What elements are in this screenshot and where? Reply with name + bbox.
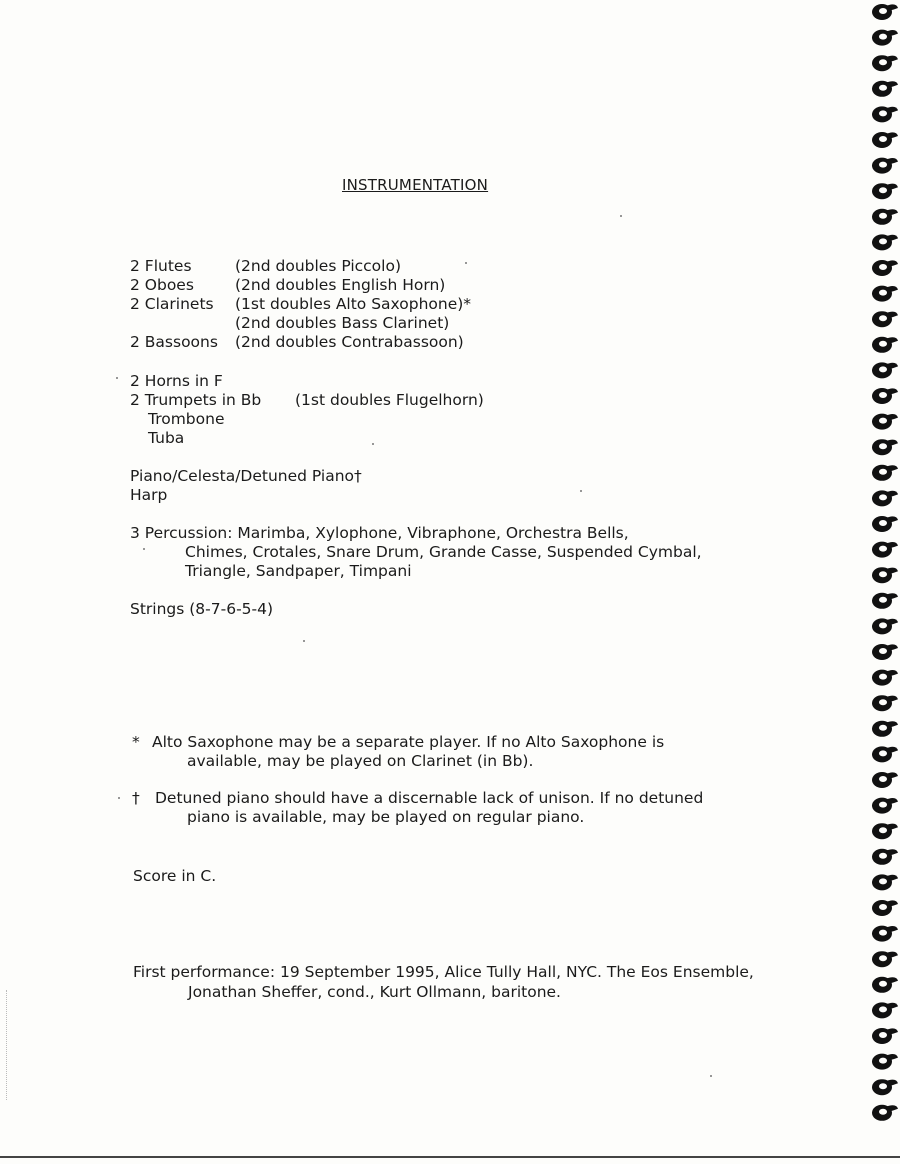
instrument-name: Trombone: [148, 410, 225, 428]
binding-coil: [872, 542, 898, 558]
binding-coil: [872, 234, 898, 250]
instrument-note: (2nd doubles Piccolo): [235, 257, 402, 275]
binding-coil: [872, 746, 898, 762]
binding-coil: [872, 977, 898, 993]
binding-coil: [872, 516, 898, 532]
binding-coil: [872, 388, 898, 404]
instrument-name: Tuba: [148, 429, 185, 447]
binding-coil: [872, 311, 898, 327]
binding-coil: [872, 209, 898, 225]
paper-speck: [303, 640, 305, 642]
instrument-name: 2 Flutes: [130, 257, 192, 275]
instrument-name: 2 Bassoons: [130, 333, 218, 351]
binding-coil: [872, 286, 898, 302]
paper-speck: [465, 262, 467, 264]
scan-edge-marks: [6, 990, 9, 1100]
binding-coil: [872, 593, 898, 609]
binding-coil: [872, 439, 898, 455]
instrument-note: (2nd doubles Contrabassoon): [235, 333, 464, 351]
binding-coil: [872, 362, 898, 378]
instrument-note: (2nd doubles English Horn): [235, 276, 446, 294]
binding-coil: [872, 567, 898, 583]
binding-coil: [872, 260, 898, 276]
binding-coil: [872, 618, 898, 634]
binding-coil: [872, 1028, 898, 1044]
binding-coil: [872, 823, 898, 839]
binding-coil: [872, 106, 898, 122]
instrument-name: 2 Clarinets: [130, 295, 214, 313]
strings-line: Strings (8-7-6-5-4): [130, 600, 274, 618]
paper-speck: [118, 797, 120, 799]
binding-coil: [872, 337, 898, 353]
binding-coil: [872, 81, 898, 97]
score-note: Score in C.: [133, 867, 217, 885]
binding-coil: [872, 721, 898, 737]
binding-coil: [872, 874, 898, 890]
footnote-marker: †: [132, 789, 140, 807]
paper-speck: [580, 490, 582, 492]
footnote-text: piano is available, may be played on regular piano.: [187, 808, 585, 826]
percussion-line-2: Chimes, Crotales, Snare Drum, Grande Casse, Suspended Cymbal,: [185, 543, 702, 561]
keyboard-line: Piano/Celesta/Detuned Piano†: [130, 467, 362, 485]
harp-line: Harp: [130, 486, 168, 504]
binding-coil: [872, 490, 898, 506]
paper-speck: [372, 443, 374, 445]
binding-coil: [872, 1054, 898, 1070]
footnote-text: Detuned piano should have a discernable lack of unison. If no detuned: [155, 789, 704, 807]
binding-coil: [872, 849, 898, 865]
binding-coil: [872, 951, 898, 967]
page-title: INSTRUMENTATION: [342, 176, 489, 194]
instrument-note: (1st doubles Flugelhorn): [295, 391, 484, 409]
binding-coil: [872, 798, 898, 814]
paper-speck: [710, 1075, 712, 1077]
binding-coil: [872, 695, 898, 711]
binding-coil: [872, 183, 898, 199]
binding-coil: [872, 132, 898, 148]
footnote-text: Alto Saxophone may be a separate player. If no Alto Saxophone is: [152, 733, 665, 751]
binding-coil: [872, 644, 898, 660]
binding-coil: [872, 1105, 898, 1121]
paper-speck: [620, 215, 622, 217]
percussion-line-1: 3 Percussion: Marimba, Xylophone, Vibraphone, Orchestra Bells,: [130, 524, 629, 542]
binding-coil: [872, 670, 898, 686]
instrument-name: 2 Horns in F: [130, 372, 223, 390]
binding-coil: [872, 158, 898, 174]
instrument-name: 2 Trumpets in Bb: [130, 391, 262, 409]
binding-coil: [872, 4, 898, 20]
binding-coil: [872, 1002, 898, 1018]
binding-coil: [872, 414, 898, 430]
binding-coil: [872, 926, 898, 942]
binding-coil: [872, 772, 898, 788]
paper-speck: [116, 377, 118, 379]
spiral-binding: [866, 0, 900, 1150]
binding-coil: [872, 30, 898, 46]
premiere-line-1: First performance: 19 September 1995, Alice Tully Hall, NYC. The Eos Ensemble,: [133, 963, 754, 981]
binding-coil: [872, 1079, 898, 1095]
footnote-marker: *: [132, 733, 140, 751]
instrument-note: (2nd doubles Bass Clarinet): [235, 314, 450, 332]
footnote-text: available, may be played on Clarinet (in Bb).: [187, 752, 534, 770]
bottom-edge-line: [0, 1156, 900, 1158]
instrument-name: 2 Oboes: [130, 276, 194, 294]
binding-coil: [872, 55, 898, 71]
binding-coil: [872, 465, 898, 481]
binding-coil: [872, 900, 898, 916]
premiere-line-2: Jonathan Sheffer, cond., Kurt Ollmann, baritone.: [188, 983, 561, 1001]
instrument-note: (1st doubles Alto Saxophone)*: [235, 295, 472, 313]
paper-speck: [143, 548, 145, 550]
percussion-line-3: Triangle, Sandpaper, Timpani: [185, 562, 412, 580]
